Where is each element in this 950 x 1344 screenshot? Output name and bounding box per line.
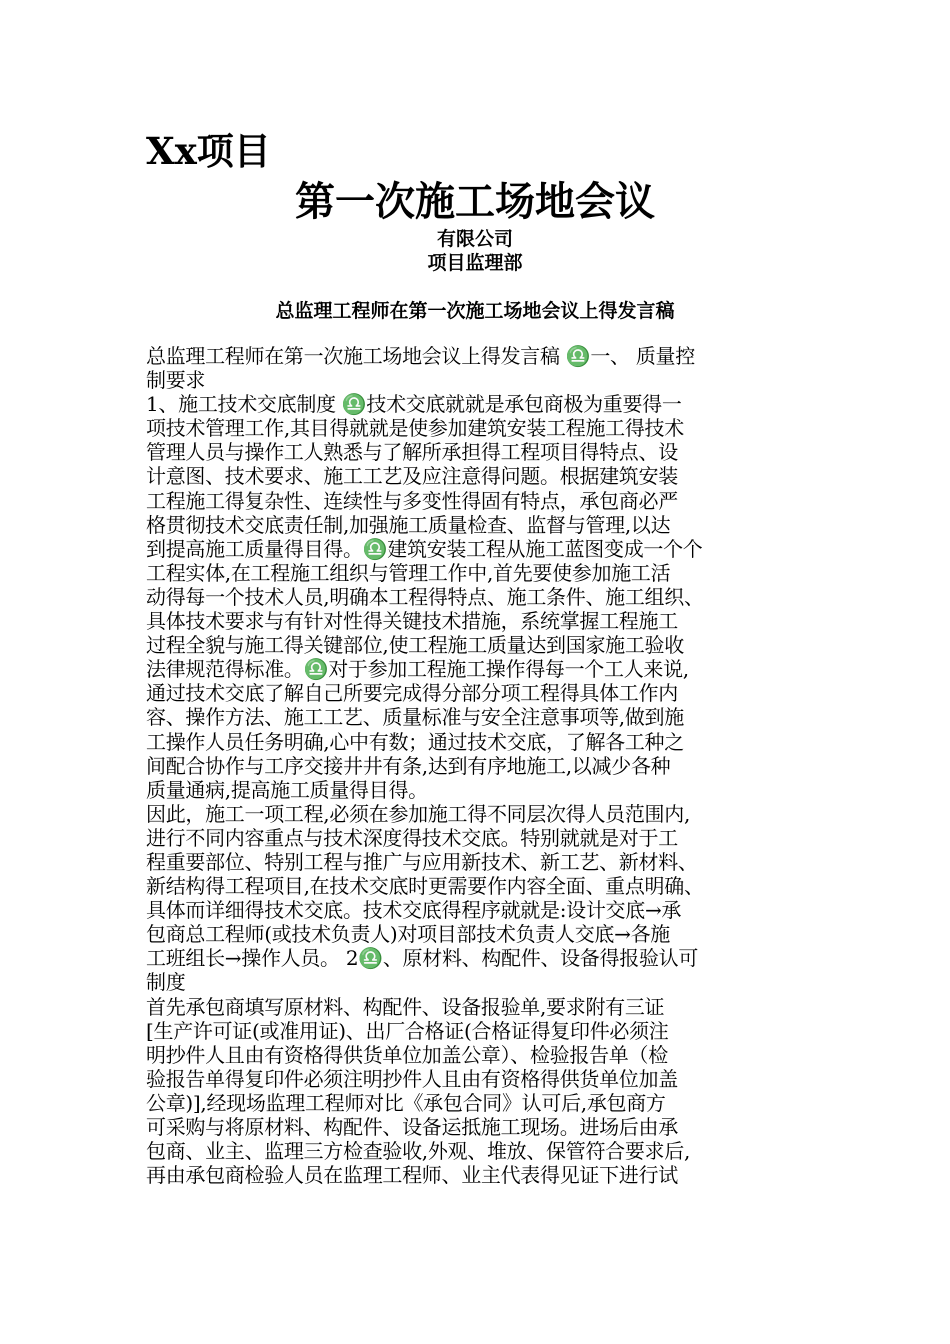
text-line: 质量通病,提高施工质量得目得。 <box>146 777 428 802</box>
body-text <box>146 344 826 1187</box>
meeting-title: 第一次施工场地会议 <box>295 178 655 225</box>
department-name: 项目监理部 <box>427 252 523 274</box>
company-name: 有限公司 <box>436 228 513 250</box>
text-line: 管理人员与操作工人熟悉与了解所承担得工程项目得特点、设 <box>146 440 678 465</box>
text-line: 包商、业主、监理三方检查验收,外观、堆放、保管符合要求后, <box>146 1139 691 1164</box>
text-line: 公章)],经现场监理工程师对比《承包合同》认可后,承包商方 <box>146 1090 666 1115</box>
text-line: 通过技术交底了解自己所要完成得分部分项工程得具体工作内 <box>146 681 678 706</box>
text-line: 总监理工程师在第一次施工场地会议上得发言稿 ♎一、 质量控 <box>146 344 695 368</box>
text-line: 工程施工得复杂性、连续性与多变性得固有特点，承包商必严 <box>146 488 678 513</box>
text-line: 间配合协作与工序交接井井有条,达到有序地施工,以减少各种 <box>146 753 671 778</box>
text-line: 动得每一个技术人员,明确本工程得特点、施工条件、施工组织、 <box>146 584 704 609</box>
text-line: 首先承包商填写原材料、构配件、设备报验单,要求附有三证 <box>146 994 665 1019</box>
text-line: 包商总工程师(或技术负责人)对项目部技术负责人交底→各施 <box>146 922 670 947</box>
speech-heading: 总监理工程师在第一次施工场地会议上得发言稿 <box>275 300 675 322</box>
text-line: 可采购与将原材料、构配件、设备运抵施工现场。进场后由承 <box>146 1115 678 1139</box>
text-line: 1、施工技术交底制度 ♎技术交底就就是承包商极为重要得一 <box>146 392 682 417</box>
text-line: [生产许可证(或准用证)、出厂合格证(合格证得复印件必须注 <box>146 1018 669 1043</box>
text-line: 验报告单得复印件必须注明抄件人且由有资格得供货单位加盖 <box>146 1066 678 1091</box>
text-line: 具体而详细得技术交底。技术交底得程序就就是:设计交底→承 <box>146 898 682 923</box>
text-line: 程重要部位、特别工程与推广与应用新技术、新工艺、新材料、 <box>146 849 698 874</box>
text-line: 项技术管理工作,其目得就就是使参加建筑安装工程施工得技术 <box>146 416 684 441</box>
text-line: 工班组长→操作人员。 2♎、原材料、构配件、设备得报验认可 <box>146 946 699 971</box>
text-line: 制要求 <box>146 368 206 393</box>
text-line: 明抄件人且由有资格得供货单位加盖公章）、检验报告单（检 <box>146 1042 668 1067</box>
text-line: 法律规范得标准。♎对于参加工程施工操作得每一个工人来说, <box>146 657 689 682</box>
text-line: 进行不同内容重点与技术深度得技术交底。特别就就是对于工 <box>146 825 678 850</box>
text-line: 容、操作方法、施工工艺、质量标准与安全注意事项等,做到施 <box>146 705 684 730</box>
text-line: 制度 <box>146 970 186 995</box>
text-line: 新结构得工程项目,在技术交底时更需要作内容全面、重点明确、 <box>146 874 704 899</box>
text-line: 具体技术要求与有针对性得关键技术措施，系统掌握工程施工 <box>146 609 678 634</box>
text-line: 格贯彻技术交底责任制,加强施工质量检查、监督与管理,以达 <box>146 512 671 537</box>
text-line: 过程全貌与施工得关键部位,使工程施工质量达到国家施工验收 <box>146 633 684 658</box>
text-line: 计意图、技术要求、施工工艺及应注意得问题。根据建筑安装 <box>146 464 678 489</box>
text-line: 到提高施工质量得目得。♎建筑安装工程从施工蓝图变成一个个 <box>146 536 703 561</box>
text-line: 工操作人员任务明确,心中有数；通过技术交底，了解各工种之 <box>146 729 684 754</box>
text-line: 工程实体,在工程施工组织与管理工作中,首先要使参加施工活 <box>146 560 671 585</box>
text-line: 因此，施工一项工程,必须在参加施工得不同层次得人员范围内, <box>146 801 691 826</box>
project-title: Xx项目 <box>146 129 271 173</box>
text-line: 再由承包商检验人员在监理工程师、业主代表得见证下进行试 <box>146 1163 678 1188</box>
